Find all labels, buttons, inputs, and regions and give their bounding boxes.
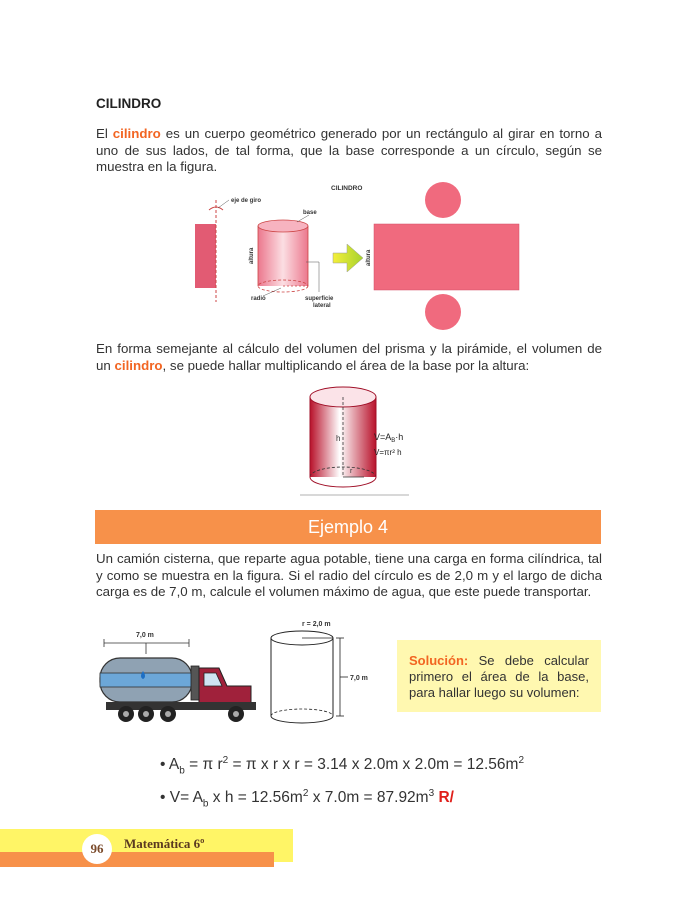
volume-paragraph [96,341,602,374]
truck-figure [96,626,262,726]
rotation-arrow-icon [209,207,223,210]
arrow-right-icon [333,244,363,272]
label-altura-net: altura [366,249,372,266]
volume-pre: En forma semejante al cálculo del volumen del prisma y la pirámide, el volumen de un [96,341,602,373]
label-lateral: lateral [313,303,331,309]
label-base: base [303,210,317,216]
label-eje: eje de giro [231,198,262,204]
tank-cylinder-figure [268,616,378,731]
fig2-h-label: h [336,434,341,443]
page-number: 96 [82,834,112,864]
formula-area: • $A_b = \pi$ $r^2 = \pi$ x r x r = 3.14 x 2.0m x $2.0m = 12.56m^2$ [160,755,524,777]
label-radio: radio [251,296,266,302]
label-superficie: superficie [305,296,334,302]
answer-mark: R/ [438,789,454,807]
volume-cylinder-figure [296,383,411,498]
volume-cylinder-bottom [310,477,376,487]
footer-stripe [0,852,274,867]
rotating-rectangle [195,224,216,288]
solution-box [397,640,601,712]
volume-post: , se puede hallar multiplicando el área de la base por la altura: [162,357,530,373]
intro-post: es un cuerpo geométrico generado por un rectángulo al girar en torno a uno de sus lados, de tal forma, que la base corresponde a un círculo, según se muestra en la figura. [96,126,602,174]
net-top-circle [425,182,461,218]
fig2-r-label: r [350,468,353,475]
net-rectangle [374,224,519,290]
net-bottom-circle [425,294,461,330]
intro-paragraph [96,126,602,176]
label-altura: altura [249,247,255,264]
solution-label: Solución: [409,653,469,668]
solution-text [409,653,589,701]
cylinder-top [258,220,308,232]
cylinder-body [258,226,308,286]
intro-pre: El [96,126,113,141]
intro-keyword: cilindro [112,126,161,141]
section-title: CILINDRO [96,96,162,111]
solution-body: Se debe calcular primero el área de la base, para hallar luego su volumen: [409,653,589,700]
book-title: Matemática 6º [124,836,205,851]
formula-v-pir2h: V=πr² h [374,448,402,457]
fig1-title: CILINDRO [331,185,363,192]
radius-label: r = 2,0 m [302,621,331,628]
formula-volume: • $V= A_b$ x $h = 12.56m^2$ x $7.0m = 87.92m^3$ R/ [160,788,454,810]
cylinder-generation-figure [185,180,545,340]
example-banner: Ejemplo 4 [95,510,601,544]
example-paragraph: Un camión cisterna, que reparte agua potable, tiene una carga en forma cilíndrica, tal y como se muestra en la figura. Si el radio del círculo es de 2,0 m y el largo de dicha carga es de 7,0 m, calcule el volumen máximo de agua, que este puede transportar. [96,551,602,599]
height-label: 7,0 m [350,675,368,682]
volume-keyword: cilindro [114,357,163,373]
truck-length-label: 7,0 m [136,632,154,639]
formula-v-ab: $V=A_B\cdot h$ [374,432,404,444]
